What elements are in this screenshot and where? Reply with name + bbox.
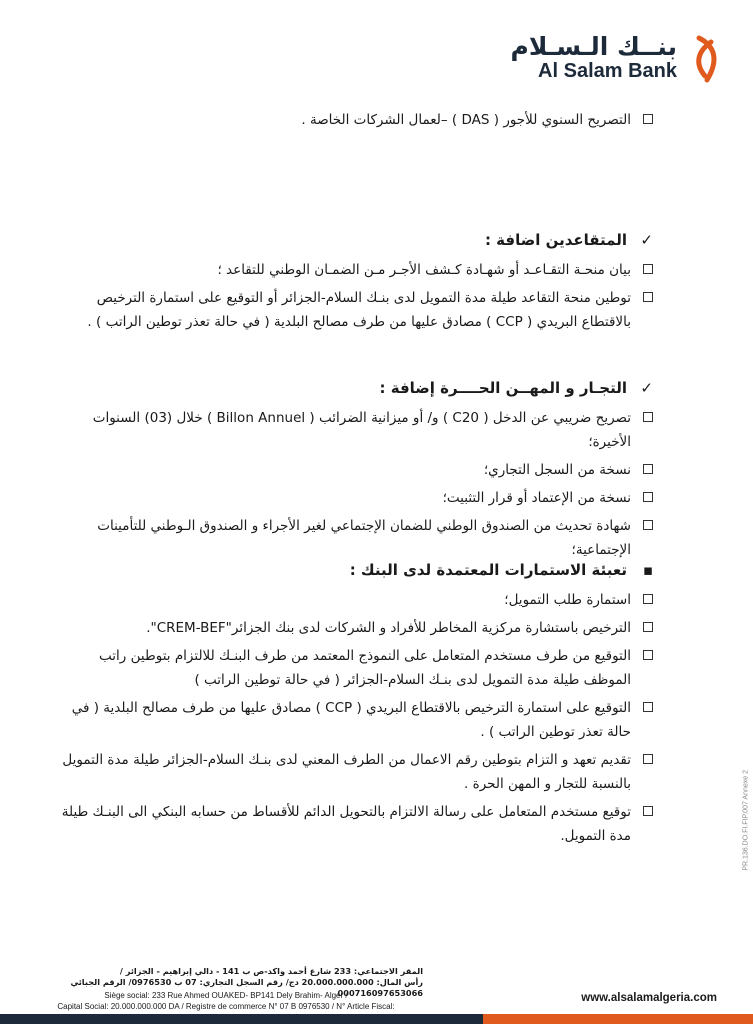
checkbox-icon bbox=[643, 702, 653, 712]
forms-section bbox=[58, 558, 653, 852]
list-item bbox=[58, 616, 653, 640]
footer-bar bbox=[0, 1014, 753, 1024]
checkmark-icon: ✓ bbox=[640, 231, 653, 249]
item-text: التوقيع من طرف مستخدم المتعامل على النموذج المعتمد من طرف البنـك للالتزام بتوطين راتب الموظف طيلة مدة التمويل لدى بنـك السلام-الجزائر ( في حالة توطين الراتب ) bbox=[99, 648, 631, 688]
list-item bbox=[58, 108, 653, 132]
checkbox-icon bbox=[643, 754, 653, 764]
checkbox-icon bbox=[643, 806, 653, 816]
list-item bbox=[58, 696, 653, 744]
item-text: نسخة من الإعتماد أو قرار التثبيت؛ bbox=[442, 490, 631, 506]
checkbox-icon bbox=[643, 594, 653, 604]
checkbox-icon bbox=[643, 492, 653, 502]
item-text: توطين منحة التقاعد طيلة مدة التمويل لدى بنـك السلام-الجزائر أو التوقيع على استمارة الترخيص بالاقتطاع البريدي ( CCP ) مصادق عليها من طرف مصالح البلدية ( في حالة تعذر توطين الراتب ) . bbox=[87, 290, 631, 330]
section-heading bbox=[58, 558, 653, 582]
item-text: استمارة طلب التمويل؛ bbox=[504, 592, 631, 608]
list-item bbox=[58, 644, 653, 692]
list-item bbox=[58, 748, 653, 796]
bank-logo bbox=[501, 32, 731, 92]
website-link[interactable]: www.alsalamalgeria.com bbox=[581, 992, 717, 1004]
checkbox-icon bbox=[643, 114, 653, 124]
checkbox-icon bbox=[643, 622, 653, 632]
document-reference: PR.136.DO.FI.FIP.007 Annexe 2 bbox=[743, 770, 750, 871]
item-text: التوقيع على استمارة الترخيص بالاقتطاع البريدي ( CCP ) مصادق عليها من طرف مصالح البلدية ( في حالة تعذر توطين الراتب ) . bbox=[71, 700, 631, 740]
top-section bbox=[58, 108, 653, 136]
logo-mark-icon bbox=[689, 32, 725, 86]
section-heading bbox=[58, 376, 653, 400]
list-item bbox=[58, 514, 653, 562]
list-item bbox=[58, 486, 653, 510]
item-text: توقيع مستخدم المتعامل على رسالة الالتزام بالتحويل الدائم للأقساط من حسابه البنكي الى البنـك طيلة مدة التمويل. bbox=[61, 804, 631, 844]
checkbox-icon bbox=[643, 520, 653, 530]
merchants-section bbox=[58, 376, 653, 566]
footer-fr-line: Capital Social: 20.000.000.000 DA / Registre de commerce N° 07 B 0976530 / N° Article Fiscal: bbox=[57, 1002, 395, 1011]
heading-text: التجـار و المهــن الحــــرة إضافة : bbox=[379, 379, 627, 397]
footer-ar-line: المقر الاجتماعي: 233 شارع أحمد واكد-ص ب 141 - دالي إبراهيم - الجزائر / bbox=[119, 966, 423, 976]
item-text: تقديم تعهد و التزام بتوطين رقم الاعمال من الطرف المعني لدى بنـك السلام-الجزائر طيلة مدة التمويل بالنسبة للتجار و المهن الحرة . bbox=[62, 752, 631, 792]
retirees-section bbox=[58, 228, 653, 338]
list-item bbox=[58, 286, 653, 334]
list-item bbox=[58, 458, 653, 482]
logo-arabic-text: بنــك الـسـلام bbox=[510, 32, 677, 61]
footer-ar-line: رأس المال: 20.000.000.000 دج/ رقم السجل التجاري: 07 ب 0976530/ الرقم الجبائي 000716097653066 bbox=[70, 977, 423, 998]
checkbox-icon bbox=[643, 292, 653, 302]
heading-text: تعبئة الاستمارات المعتمدة لدى البنك : bbox=[349, 561, 627, 579]
item-text: شهادة تحديث من الصندوق الوطني للضمان الإجتماعي لغير الأجراء و الصندوق الـوطني للتأمينات الإجتماعية؛ bbox=[97, 518, 631, 558]
section-heading bbox=[58, 228, 653, 252]
list-item bbox=[58, 258, 653, 282]
checkmark-icon: ✓ bbox=[640, 379, 653, 397]
list-item bbox=[58, 588, 653, 612]
checkbox-icon bbox=[643, 264, 653, 274]
footer-fr-line: Siège social: 233 Rue Ahmed OUAKED- BP141 Dely Brahim- Alger / bbox=[104, 991, 348, 1000]
list-item bbox=[58, 800, 653, 848]
item-text: بيان منحـة التقـاعـد أو شهـادة كـشف الأجـر مـن الضمـان الوطني للتقاعد ؛ bbox=[217, 262, 631, 278]
item-text: نسخة من السجل التجاري؛ bbox=[483, 462, 631, 478]
item-text: الترخيص باستشارة مركزية المخاطر للأفراد و الشركات لدى بنك الجزائر"CREM-BEF". bbox=[146, 620, 631, 636]
item-text: تصريح ضريبي عن الدخل ( C20 ) و/ أو ميزانية الضرائب ( Billon Annuel ) خلال (03) السنوات الأخيرة؛ bbox=[92, 410, 631, 450]
heading-text: المتقاعدين اضافة : bbox=[484, 231, 627, 249]
item-text: التصريح السنوي للأجور ( DAS ) –لعمال الشركات الخاصة . bbox=[301, 112, 631, 128]
footer-bar-accent bbox=[483, 1014, 753, 1024]
checkbox-icon bbox=[643, 464, 653, 474]
bullet-icon: ▪ bbox=[642, 561, 653, 579]
checkbox-icon bbox=[643, 412, 653, 422]
checkbox-icon bbox=[643, 650, 653, 660]
logo-english-text: Al Salam Bank bbox=[538, 60, 677, 82]
list-item bbox=[58, 406, 653, 454]
